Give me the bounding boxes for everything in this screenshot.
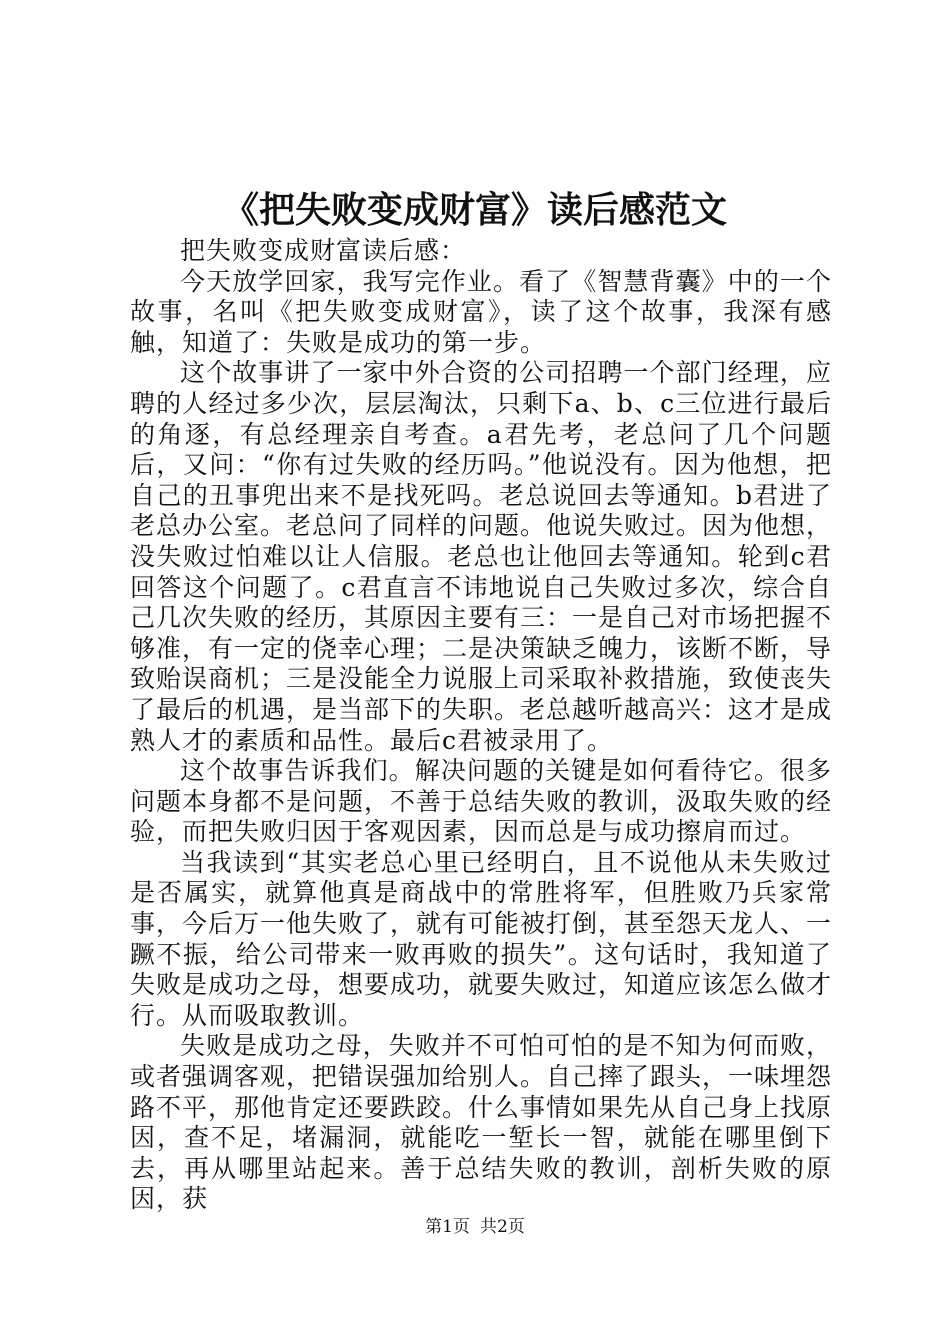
document-body <box>130 236 832 1215</box>
page-total: 共2页 <box>480 1217 525 1237</box>
page-footer <box>0 1216 950 1238</box>
paragraph-4: 当我读到“其实老总心里已经明白，且不说他从未失败过是否属实，就算他真是商战中的常胜将军，但胜败乃兵家常事，今后万一他失败了，就有可能被打倒，甚至怨天龙人、一蹶不振，给公司带来一败再败的损失”。这句话时，我知道了失败是成功之母，想要成功，就要失败过，知道应该怎么做才行。从而吸取教训。 <box>130 847 833 1030</box>
paragraph-intro: 把失败变成财富读后感： <box>180 236 467 265</box>
paragraph-2: 这个故事讲了一家中外合资的公司招聘一个部门经理，应聘的人经过多少次，层层淘汰，只剩下a、b、c三位进行最后的角逐，有总经理亲自考查。a君先考，老总问了几个问题后，又问：“你有过失败的经历吗。”他说没有。因为他想，把自己的丑事兜出来不是找死吗。老总说回去等通知。b君进了老总办公室。老总问了同样的问题。他说失败过。因为他想，没失败过怕难以让人信服。老总也让他回去等通知。轮到c君回答这个问题了。c君直言不讳地说自己失败过多次，综合自己几次失败的经历，其原因主要有三：一是自己对市场把握不够准，有一定的侥幸心理；二是决策缺乏魄力，该断不断，导致贻误商机；三是没能全力说服上司采取补救措施，致使丧失了最后的机遇，是当部下的失职。老总越听越高兴：这才是成熟人才的素质和品性。最后c君被录用了。 <box>130 358 833 755</box>
paragraph-1: 今天放学回家，我写完作业。看了《智慧背囊》中的一个故事，名叫《把失败变成财富》，读了这个故事，我深有感触，知道了：失败是成功的第一步。 <box>130 266 832 357</box>
page-number: 第1页 <box>425 1217 470 1237</box>
paragraph-3: 这个故事告诉我们。解决问题的关键是如何看待它。很多问题本身都不是问题，不善于总结失败的教训，汲取失败的经验，而把失败归因于客观因素，因而总是与成功擦肩而过。 <box>130 756 833 847</box>
paragraph-5: 失败是成功之母，失败并不可怕可怕的是不知为何而败，或者强调客观，把错误强加给别人。自己摔了跟头，一味埋怨路不平，那他肯定还要跌跤。什么事情如果先从自己身上找原因，查不足，堵漏洞，就能吃一堑长一智，就能在哪里倒下去，再从哪里站起来。善于总结失败的教训，剖析失败的原因，获 <box>130 1031 833 1214</box>
document-title: 《把失败变成财富》读后感范文 <box>222 189 727 231</box>
